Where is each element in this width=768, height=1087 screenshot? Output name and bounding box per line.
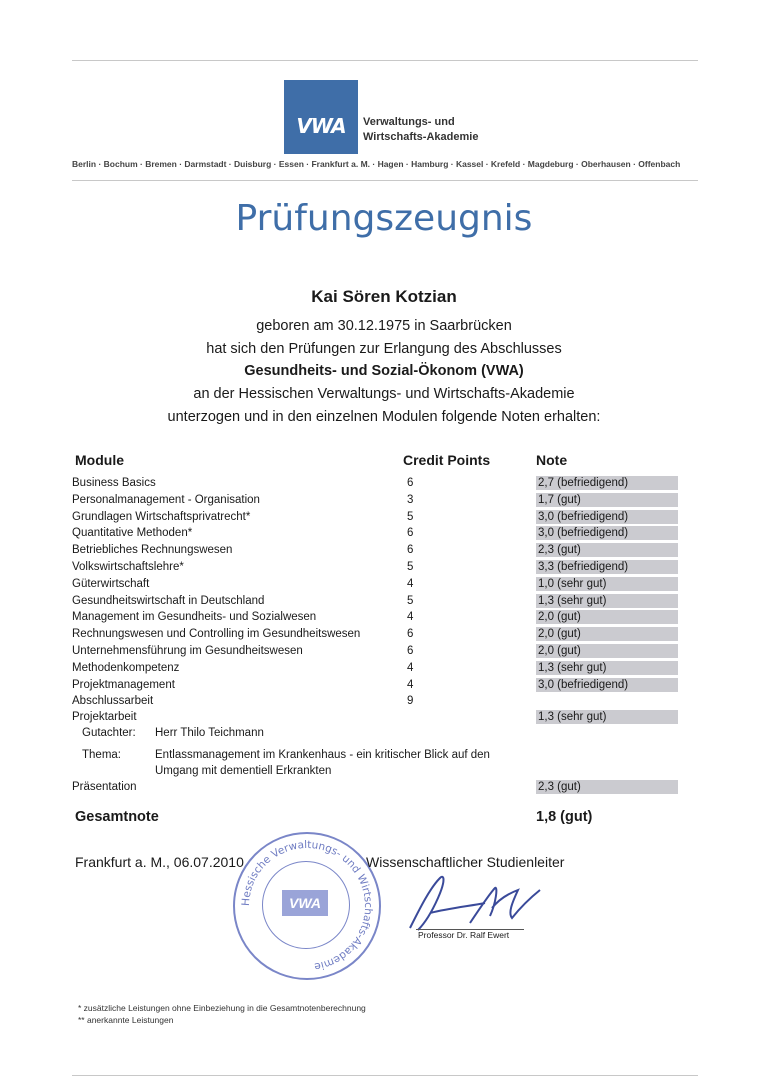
grade-note: 3,3 (befriedigend): [536, 560, 678, 574]
table-row: [72, 492, 682, 509]
credit-points: 4: [407, 678, 414, 691]
credit-points: 5: [407, 561, 414, 573]
module-name: Rechnungswesen und Controlling im Gesundheitswesen: [72, 628, 361, 641]
place-date: Frankfurt a. M., 06.07.2010: [75, 854, 244, 870]
table-row: [72, 609, 682, 626]
credit-points: 4: [407, 661, 414, 674]
table-row: [72, 643, 682, 660]
praesentation-note: 2,3 (gut): [536, 780, 678, 794]
logo-text: VWA: [296, 114, 346, 138]
projektarbeit-row: [72, 709, 682, 726]
header-module: Module: [75, 452, 124, 468]
table-row: [72, 525, 682, 542]
degree-line: Gesundheits- und Sozial-Ökonom (VWA): [244, 363, 524, 379]
grade-note: 2,3 (gut): [536, 543, 678, 557]
thema-line-1: Entlassmanagement im Krankenhaus - ein kritischer Blick auf den: [155, 749, 490, 761]
intro-line: an der Hessischen Verwaltungs- und Wirtschafts-Akademie: [193, 386, 575, 402]
header-credits: Credit Points: [403, 452, 491, 468]
page-title: Prüfungszeugnis: [235, 198, 533, 239]
module-name: Unternehmensführung im Gesundheitswesen: [72, 645, 303, 657]
abschluss-label: Abschlussarbeit: [72, 695, 154, 707]
intro-line: hat sich den Prüfungen zur Erlangung des Abschlusses: [206, 341, 562, 357]
footnote-1: * zusätzliche Leistungen ohne Einbeziehung in die Gesamtnotenberechnung: [78, 1003, 366, 1013]
intro-line: unterzogen und in den einzelnen Modulen folgende Noten erhalten:: [167, 409, 601, 425]
grade-note: 1,3 (sehr gut): [536, 594, 678, 608]
module-name: Quantitative Methoden*: [72, 527, 193, 540]
footnote-2: ** anerkannte Leistungen: [78, 1015, 174, 1025]
top-rule: [72, 60, 698, 61]
signer-role: Wissenschaftlicher Studienleiter: [366, 854, 565, 870]
thema-label: Thema:: [82, 749, 121, 761]
grade-note: 3,0 (befriedigend): [536, 678, 678, 692]
handwritten-signature: [400, 868, 560, 938]
academy-line-1: Verwaltungs- und: [363, 116, 455, 128]
credit-points: 4: [407, 577, 414, 590]
module-name: Projektmanagement: [72, 678, 175, 691]
grade-note: 1,3 (sehr gut): [536, 661, 678, 675]
credit-points: 6: [407, 628, 414, 641]
module-name: Business Basics: [72, 477, 156, 489]
city-list: Berlin · Bochum · Bremen · Darmstadt · Duisburg · Essen · Frankfurt a. M. · Hagen · Hamburg · Kassel · Krefeld · Magdeburg · Oberhausen · Offenbach: [72, 159, 681, 169]
abschluss-row: [72, 693, 682, 710]
module-name: Management im Gesundheits- und Sozialwesen: [72, 611, 317, 624]
module-name: Betriebliches Rechnungswesen: [72, 544, 233, 557]
academy-line-2: Wirtschafts-Akademie: [363, 131, 479, 143]
credit-points: 5: [407, 510, 414, 523]
header-note: Note: [536, 452, 568, 468]
projektarbeit-note: 1,3 (sehr gut): [536, 710, 678, 724]
header-rule: [72, 180, 698, 181]
projektarbeit-label: Projektarbeit: [72, 711, 137, 723]
table-row: [72, 576, 682, 593]
table-row: [72, 626, 682, 643]
credit-points: 3: [407, 493, 414, 506]
grade-note: 3,0 (befriedigend): [536, 510, 678, 524]
grade-note: 2,0 (gut): [536, 610, 678, 624]
signer-name: Professor Dr. Ralf Ewert: [418, 930, 510, 940]
grade-note: 3,0 (befriedigend): [536, 526, 678, 540]
abschluss-credits: 9: [407, 695, 414, 707]
gutachter-value: Herr Thilo Teichmann: [155, 727, 264, 739]
table-row: [72, 593, 682, 610]
grade-note: 1,7 (gut): [536, 493, 678, 507]
credit-points: 6: [407, 645, 414, 657]
grade-note: 2,0 (gut): [536, 644, 678, 658]
vwa-logo: [284, 80, 358, 154]
gesamtnote-value: 1,8 (gut): [536, 809, 593, 825]
svg-text:Hessische Verwaltungs- und Wir: [240, 839, 374, 973]
table-row: [72, 660, 682, 677]
module-name: Gesundheitswirtschaft in Deutschland: [72, 594, 265, 607]
thema-line-2: Umgang mit dementiell Erkrankten: [155, 765, 332, 777]
stamp-text-ring: [233, 832, 381, 980]
credit-points: 5: [407, 594, 414, 607]
grade-note: 1,0 (sehr gut): [536, 577, 678, 591]
module-name: Güterwirtschaft: [72, 577, 150, 590]
stamp-logo: VWA: [282, 890, 328, 916]
table-row: [72, 475, 682, 492]
grade-note: 2,7 (befriedigend): [536, 476, 678, 490]
table-row: [72, 542, 682, 559]
table-row: [72, 509, 682, 526]
module-name: Personalmanagement - Organisation: [72, 493, 260, 506]
grade-note: 2,0 (gut): [536, 627, 678, 641]
credit-points: 6: [407, 544, 414, 557]
academy-name: [363, 115, 478, 145]
credit-points: 6: [407, 527, 414, 540]
module-name: Grundlagen Wirtschaftsprivatrecht*: [72, 510, 251, 523]
module-name: Volkswirtschaftslehre*: [72, 561, 184, 573]
stamp-ring-text: Hessische Verwaltungs- und Wirtschafts-Akademie: [239, 838, 375, 973]
gesamtnote-label: Gesamtnote: [75, 809, 159, 825]
praesentation-row: [72, 779, 682, 796]
module-name: Methodenkompetenz: [72, 661, 180, 674]
intro-line: geboren am 30.12.1975 in Saarbrücken: [256, 318, 512, 334]
table-row: [72, 559, 682, 576]
person-name: Kai Sören Kotzian: [311, 287, 457, 306]
praesentation-label: Präsentation: [72, 781, 137, 793]
table-row: [72, 677, 682, 694]
bottom-rule: [72, 1075, 698, 1076]
gutachter-label: Gutachter:: [82, 727, 136, 739]
credit-points: 6: [407, 477, 414, 489]
credit-points: 4: [407, 611, 414, 624]
